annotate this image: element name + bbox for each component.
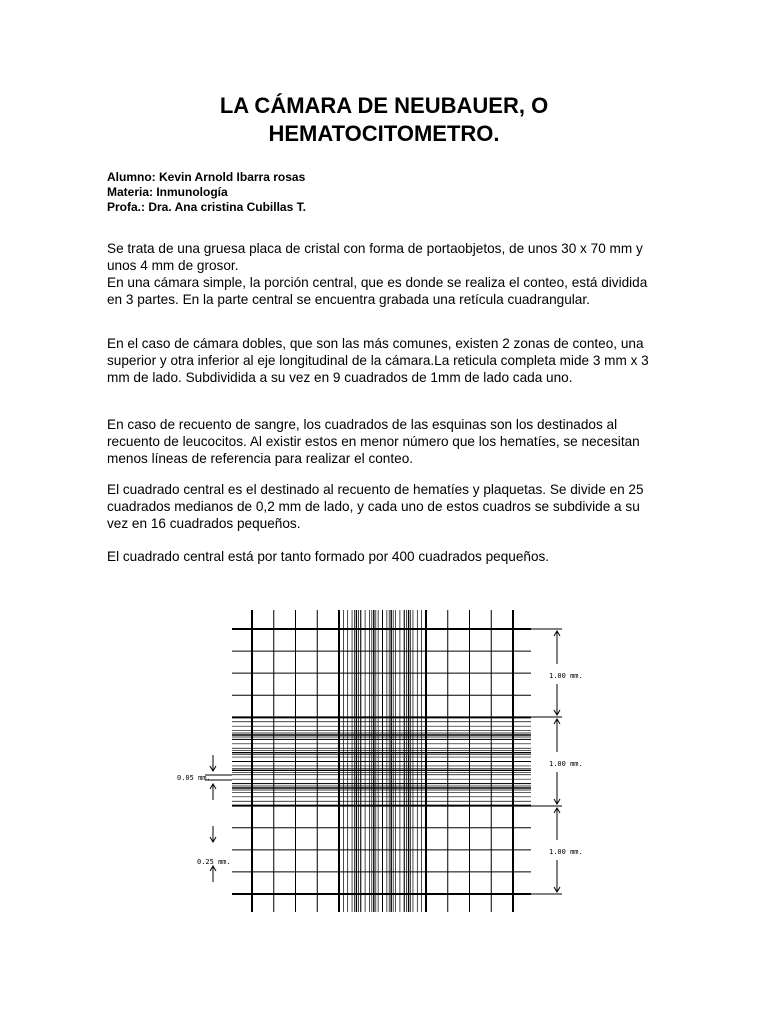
paragraph-line: El cuadrado central está por tanto formado por 400 cuadrados pequeños. <box>107 549 550 564</box>
dimension-label: 1.00 mm. <box>549 848 583 856</box>
paragraph-line: En una cámara simple, la porción central, que es donde se realiza el conteo, está dividida <box>107 275 648 290</box>
paragraph-line: mm de lado. Subdividida a su vez en 9 cuadrados de 1mm de lado cada uno. <box>107 370 573 385</box>
dimension-labels <box>177 672 583 866</box>
small-square-label: 0.05 mm. <box>177 774 211 782</box>
title-line-1: LA CÁMARA DE NEUBAUER, O <box>219 93 549 118</box>
grid-lines <box>232 610 531 912</box>
title-line-2: HEMATOCITOMETRO. <box>268 121 500 146</box>
teacher-name: Profa.: Dra. Ana cristina Cubillas T. <box>107 200 306 214</box>
student-name: Alumno: Kevin Arnold Ibarra rosas <box>107 170 306 184</box>
paragraph-line: en 3 partes. En la parte central se encuentra grabada una retícula cuadrangular. <box>107 292 590 307</box>
paragraph-line: superior y otra inferior al eje longitudinal de la cámara.La reticula completa mide 3 mm x 3 <box>107 353 649 368</box>
paragraph-line: En el caso de cámara dobles, que son las más comunes, existen 2 zonas de conteo, una <box>107 336 644 351</box>
dimension-label: 1.00 mm. <box>549 672 583 680</box>
paragraph-line: En caso de recuento de sangre, los cuadrados de las esquinas son los destinados al <box>107 417 618 432</box>
subject-name: Materia: Inmunología <box>107 185 228 199</box>
paragraph-line: recuento de leucocitos. Al existir estos en menor número que los hematíes, se necesitan <box>107 434 640 449</box>
paragraph-line: Se trata de una gruesa placa de cristal con forma de portaobjetos, de unos 30 x 70 mm y <box>107 241 643 256</box>
medium-square-label: 0.25 mm. <box>197 858 231 866</box>
paragraph-line: cuadrados medianos de 0,2 mm de lado, y cada uno de estos cuadros se subdivide a su <box>107 499 640 514</box>
paragraph-line: unos 4 mm de grosor. <box>107 258 239 273</box>
paragraph-line: El cuadrado central es el destinado al recuento de hematíes y plaquetas. Se divide en 25 <box>107 482 644 497</box>
paragraph-line: vez en 16 cuadrados pequeños. <box>107 516 301 531</box>
dimension-label: 1.00 mm. <box>549 760 583 768</box>
paragraph-line: menos líneas de referencia para realizar el conteo. <box>107 451 414 466</box>
